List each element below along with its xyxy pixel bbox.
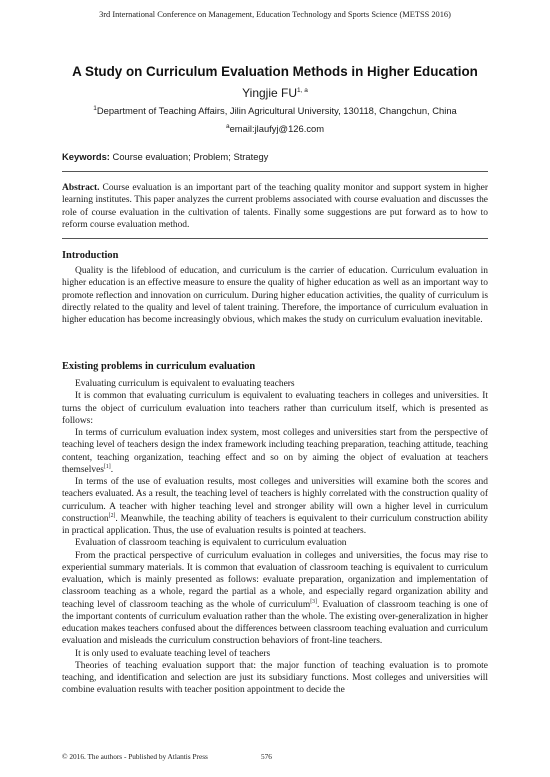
paragraph — [62, 550, 488, 648]
page-number: 576 — [261, 752, 272, 761]
paragraph-text: . — [110, 464, 114, 475]
author-superscript: 1, a — [297, 87, 308, 94]
subheading: Evaluating curriculum is equivalent to evaluating teachers — [75, 379, 295, 389]
paragraph — [62, 427, 488, 476]
introduction-body — [62, 265, 488, 326]
paper-title: A Study on Curriculum Evaluation Methods in Higher Education — [72, 64, 478, 79]
author-name: Yingjie FU — [242, 86, 298, 100]
abstract-text: Course evaluation is an important part of the teaching quality monitor and support system in higher learning institutes. This paper analyzes the current problems associated with course evaluation and discusses the role of course evaluation in the cultivation of talents. Finally some suggestions are put forward as to how to reform course evaluation method. — [62, 183, 489, 230]
abstract-bottom-divider — [62, 238, 488, 239]
conference-header: 3rd International Conference on Management, Education Technology and Sports Science (METSS 2016) — [99, 10, 451, 19]
author-line — [0, 86, 550, 100]
abstract-label: Abstract. — [62, 183, 100, 193]
paragraph-text: . Meanwhile, the teaching ability of teachers is equivalent to their curriculum construction ability in practical application. Thus, the use of evaluation results is pointed at teachers. — [62, 513, 488, 536]
paragraph: Theories of teaching evaluation support that: the major function of teaching evaluation is to promote teaching, and identification and selection are just its subsidiary functions. Most colleges and universities will combine evaluation results with teacher position appointment to decide the — [62, 660, 488, 696]
subheading: Evaluation of classroom teaching is equivalent to curriculum evaluation — [75, 538, 347, 549]
email-line — [0, 123, 550, 134]
paragraph: Quality is the lifeblood of education, and curriculum is the carrier of education. Curriculum evaluation in higher education is an effective measure to ensure the quality of higher education as well as an important way to promote reflection and innovation on curriculum. During higher education activities, the quality of curriculum is directly related to the quality and level of talent training. Therefore, the importance of curriculum evaluation in higher education has become increasingly obvious, which makes the study on curriculum evaluation inevitable. — [62, 266, 488, 325]
affiliation-superscript: 1 — [93, 104, 97, 112]
abstract-top-divider — [62, 171, 488, 172]
affiliation-line — [0, 105, 550, 116]
keywords-text: Course evaluation; Problem; Strategy — [112, 151, 269, 162]
citation-ref: [3] — [310, 598, 318, 605]
paragraph-text: . Evaluation of classroom teaching is one of the important contents of curriculum evaluation rather than the whole. The existing over-generalization in higher education makes teachers confused about the differences between classroom teaching evaluation and curriculum evaluation and misleads the curriculum construction behaviors of front-line teachers. — [62, 599, 489, 647]
section-heading-existing-problems: Existing problems in curriculum evaluation — [62, 361, 256, 372]
email-superscript: a — [225, 122, 230, 130]
abstract-block — [62, 182, 488, 231]
footer-copyright: © 2016. The authors - Published by Atlantis Press — [62, 752, 208, 761]
paragraph-text: In terms of the use of evaluation results, most colleges and universities will examine both the scores and teachers evaluated. As a result, the teaching level of teachers is highly correlated with the construction quality of curriculum. A teacher with higher teaching level and stronger ability will own a higher level in curriculum construction — [62, 477, 488, 524]
email-text: email:jlaufyj@126.com — [229, 123, 325, 134]
paragraph: It is common that evaluating curriculum is equivalent to evaluating teachers in colleges and universities. It turns the object of curriculum evaluation into teachers rather than curriculum itself, which is presented as follows: — [62, 391, 488, 426]
keywords-label: Keywords: — [62, 151, 110, 162]
problems-body — [62, 378, 488, 697]
citation-ref: [2] — [108, 512, 116, 519]
section-heading-introduction: Introduction — [62, 250, 119, 261]
affiliation-text: Department of Teaching Affairs, Jilin Agricultural University, 130118, Changchun, China — [96, 105, 457, 116]
paragraph-text: From the practical perspective of curriculum evaluation in colleges and universities, the focus may rise to experiential summary materials. It is common that evaluation of classroom teaching is equivalent to curriculum evaluation, which is mainly presented as follows: evaluate preparation, organization and implementation of classroom teaching as a whole, regard the partial as a whole, and especially regard organization ability and teaching level of classroom teaching as the whole of curriculum — [62, 550, 488, 610]
subheading: It is only used to evaluate teaching level of teachers — [75, 648, 271, 659]
paragraph-text: In terms of curriculum evaluation index system, most colleges and universities start from the perspective of teaching level of teachers design the index framework including teaching preparation, teaching attitude, teaching content, teaching organization, teaching effect and so on by aiming the object of evaluation at teachers themselves — [62, 428, 488, 475]
citation-ref: [1] — [103, 463, 111, 470]
keywords-line — [62, 151, 492, 162]
paragraph — [62, 476, 488, 537]
